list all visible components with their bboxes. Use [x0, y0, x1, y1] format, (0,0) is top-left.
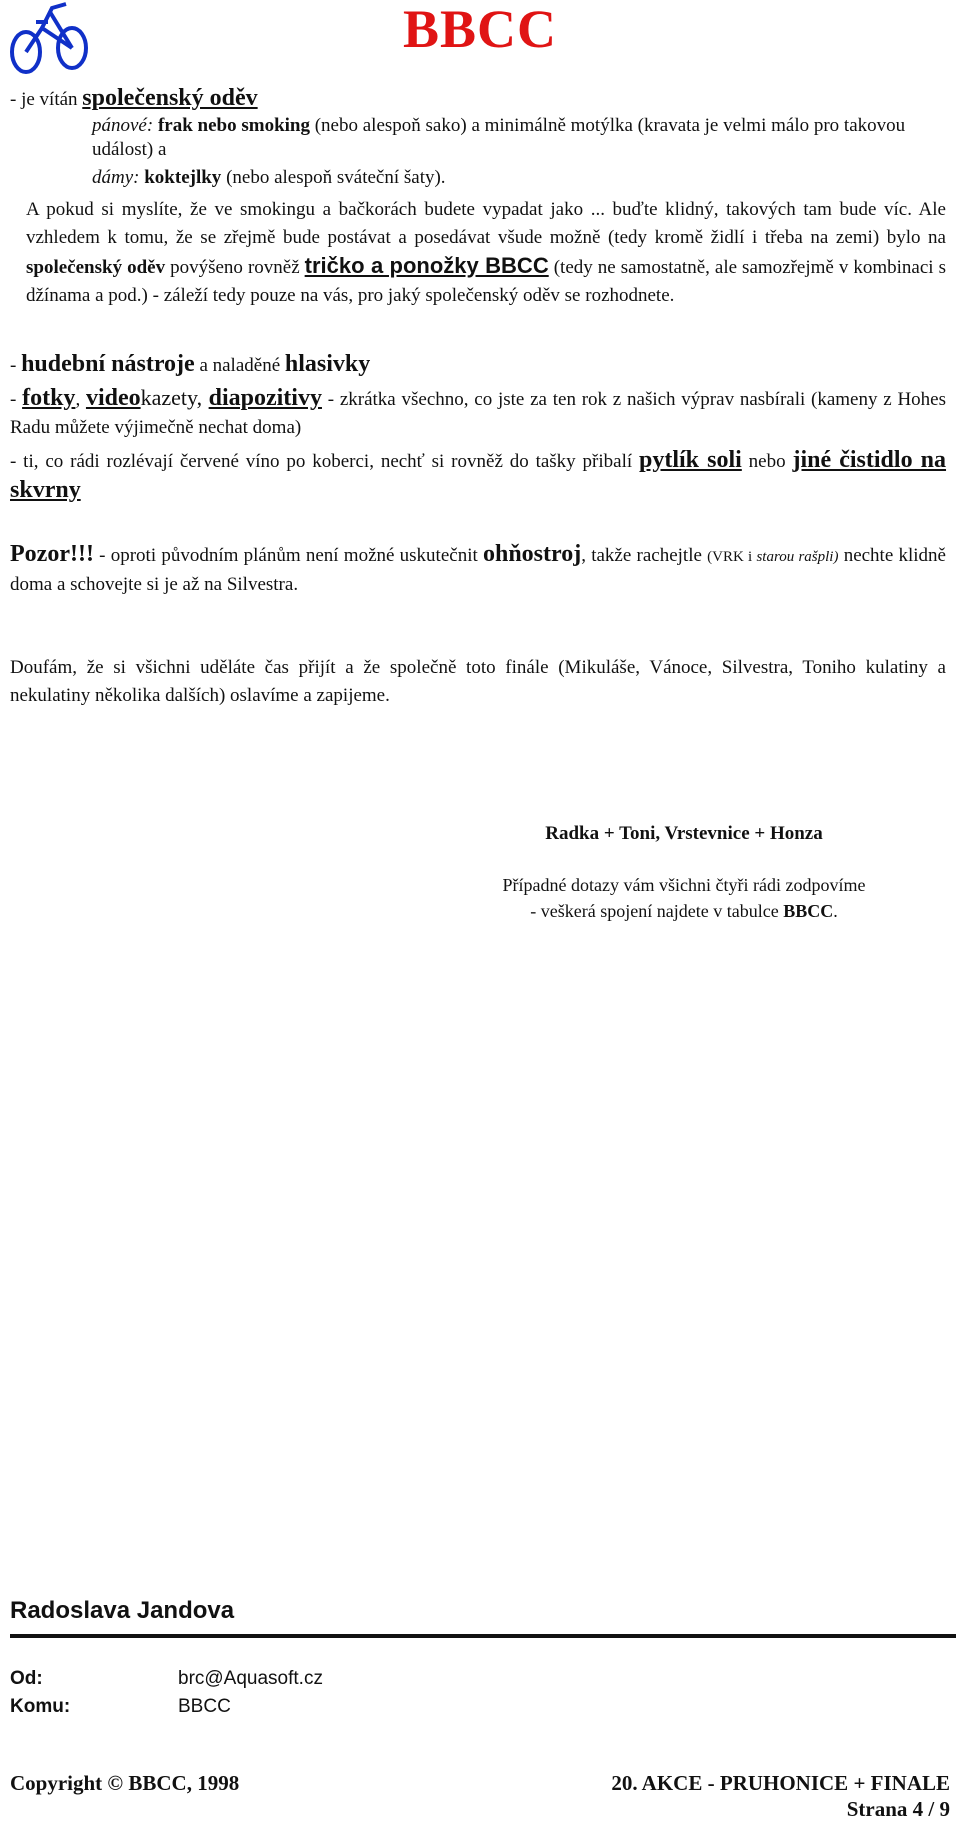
- warning-label: Pozor: [10, 541, 70, 567]
- warning-paragraph: Pozor!!! - oproti původním plánům není možné uskutečnit ohňostroj, takže rachejtle (VRK i starou rašpli) nechte klidně doma a schovejte si je až na Silvestra.: [10, 541, 946, 595]
- author-name: Radoslava Jandova: [10, 1597, 235, 1624]
- video-link[interactable]: video: [85, 385, 141, 411]
- attire-intro: - je vítán společenský oděv: [10, 85, 258, 111]
- attire-paragraph: A pokud si myslíte, že ve smokingu a bačkorách budete vypadat jako ... buďte klidný, takových tam bude víc. Ale vzhledem k tomu, že se zřejmě bude postávat a posedávat všude možně (tedy kromě židlí i třeba na zemi) bylo na společenský oděv povýšeno rovněž tričko a ponožky BBCC (tedy ne samostatně, ale samozřejmě v kombinaci s džínama a pod.) - záleží tedy pouze na vás, pro jaký společenský oděv se rozhodnete.: [26, 199, 946, 306]
- women-dress-code: dámy: koktejlky (nebo alespoň sváteční šaty).: [92, 167, 446, 188]
- tshirt-socks-link[interactable]: tričko a ponožky BBCC: [304, 253, 549, 278]
- item-music: - hudební nástroje a naladěné hlasivky: [10, 351, 371, 377]
- signature-line1: Případné dotazy vám všichni čtyři rádi zodpovíme: [502, 875, 866, 895]
- men-dress-code: pánové: frak nebo smoking (nebo alespoň sako) a minimálně motýlka (kravata je velmi málo pro takovou událost) a: [92, 115, 906, 160]
- item-photos: - fotky, videokazety, diapozitivy - zkrátka všechno, co jste za ten rok z našich výprav nasbírali (kameny z Hohes Radu můžete výjimečně nechat doma): [10, 385, 947, 438]
- stain-remover-link[interactable]: jiné čistidlo na skvrny: [10, 447, 947, 503]
- page-number: Strana 4 / 9: [846, 1797, 950, 1821]
- divider: [10, 1634, 956, 1638]
- item-wine: - ti, co rádi rozlévají červené víno po koberci, nechť si rovněž do tašky přibalí pytlík soli nebo jiné čistidlo na skvrny: [10, 447, 947, 503]
- closing-paragraph: Doufám, že si všichni uděláte čas přijít a že společně toto finále (Mikuláše, Vánoce, Silvestra, Toniho kulatiny a nekulatiny několika dalších) oslavíme a zapijeme.: [10, 657, 946, 706]
- from-value[interactable]: brc@Aquasoft.cz: [178, 1668, 323, 1689]
- from-label: Od:: [10, 1668, 43, 1689]
- salt-link[interactable]: pytlík soli: [639, 447, 742, 473]
- to-value: BBCC: [178, 1696, 231, 1717]
- attire-link[interactable]: společenský oděv: [82, 85, 258, 111]
- event-name: 20. AKCE - PRUHONICE + FINALE: [611, 1771, 950, 1795]
- slides-link[interactable]: diapozitivy: [208, 385, 322, 411]
- signature-names: Radka + Toni, Vrstevnice + Honza: [545, 823, 823, 844]
- copyright: Copyright © BBCC, 1998: [10, 1771, 240, 1795]
- signature-line2: - veškerá spojení najdete v tabulce BBCC.: [530, 901, 838, 921]
- brand-title: BBCC: [402, 0, 558, 59]
- to-label: Komu:: [10, 1696, 71, 1717]
- photos-link[interactable]: fotky: [22, 385, 76, 411]
